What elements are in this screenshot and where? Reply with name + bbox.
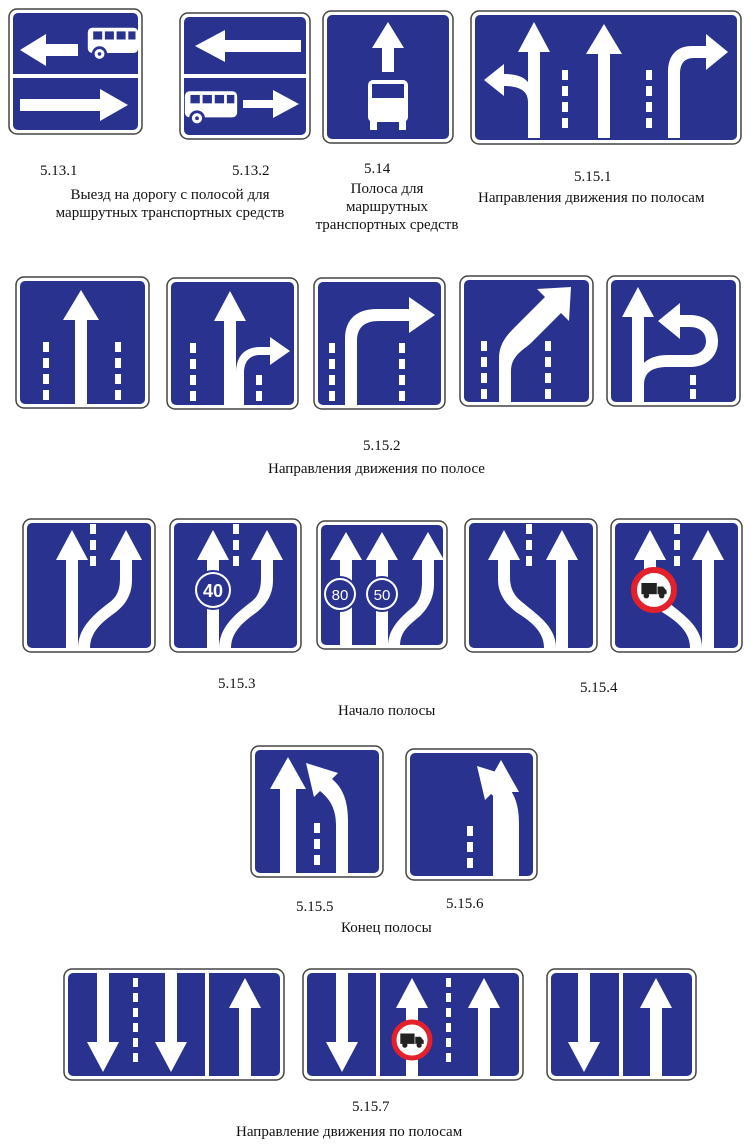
sign-5-15-5 xyxy=(250,745,384,878)
sign-5-15-7-a xyxy=(63,968,285,1081)
caption-5-15-6: 5.15.6 xyxy=(446,896,484,912)
sign-5-15-7-b xyxy=(302,968,524,1081)
sign-5-13-1 xyxy=(8,8,143,135)
caption-5-15-7: 5.15.7 xyxy=(352,1099,390,1115)
sign-5-14 xyxy=(322,10,454,144)
speed-limit-80: 80 xyxy=(331,587,349,604)
sign-5-15-3-a xyxy=(22,518,156,653)
caption-5-15-7-desc: Направление движения по полосам xyxy=(236,1124,463,1140)
caption-5-14: 5.14 xyxy=(364,161,391,177)
sign-5-15-6 xyxy=(405,748,538,881)
caption-5-15-3: 5.15.3 xyxy=(218,676,256,692)
caption-5-15-3-desc: Начало полосы xyxy=(338,703,436,719)
sign-5-15-2-c xyxy=(313,277,446,410)
caption-5-15-4: 5.15.4 xyxy=(580,680,618,696)
speed-limit-40: 40 xyxy=(202,581,224,601)
sign-5-13-2 xyxy=(179,12,311,140)
speed-limit-50: 50 xyxy=(373,587,391,604)
caption-5-15-5-desc: Конец полосы xyxy=(341,920,432,936)
caption-5-14-desc: Полоса для маршрутных транспортных средств xyxy=(315,181,459,233)
sign-5-15-7-c xyxy=(546,968,697,1081)
caption-5-15-5: 5.15.5 xyxy=(296,899,334,915)
sign-5-15-2-a xyxy=(15,276,150,409)
caption-5-15-1-desc: Направления движения по полосам xyxy=(478,190,705,206)
sign-5-15-2-d xyxy=(459,275,594,407)
sign-5-15-2-e xyxy=(606,275,741,407)
sign-5-15-4-a xyxy=(464,518,598,653)
sign-5-15-1 xyxy=(470,10,742,145)
sign-5-15-3-b xyxy=(169,518,302,653)
sign-5-15-3-c xyxy=(316,520,448,650)
caption-5-15-2-desc: Направления движения по полосе xyxy=(268,461,485,477)
caption-5-13-desc: Выезд на дорогу с полосой для маршрутных транспортных средств xyxy=(55,187,285,221)
caption-5-15-2: 5.15.2 xyxy=(363,438,401,454)
sign-5-15-2-b xyxy=(166,277,299,410)
caption-5-13-1: 5.13.1 xyxy=(40,163,78,179)
sign-5-15-4-b xyxy=(610,518,743,653)
caption-5-13-2: 5.13.2 xyxy=(232,163,270,179)
caption-5-15-1: 5.15.1 xyxy=(574,169,612,185)
